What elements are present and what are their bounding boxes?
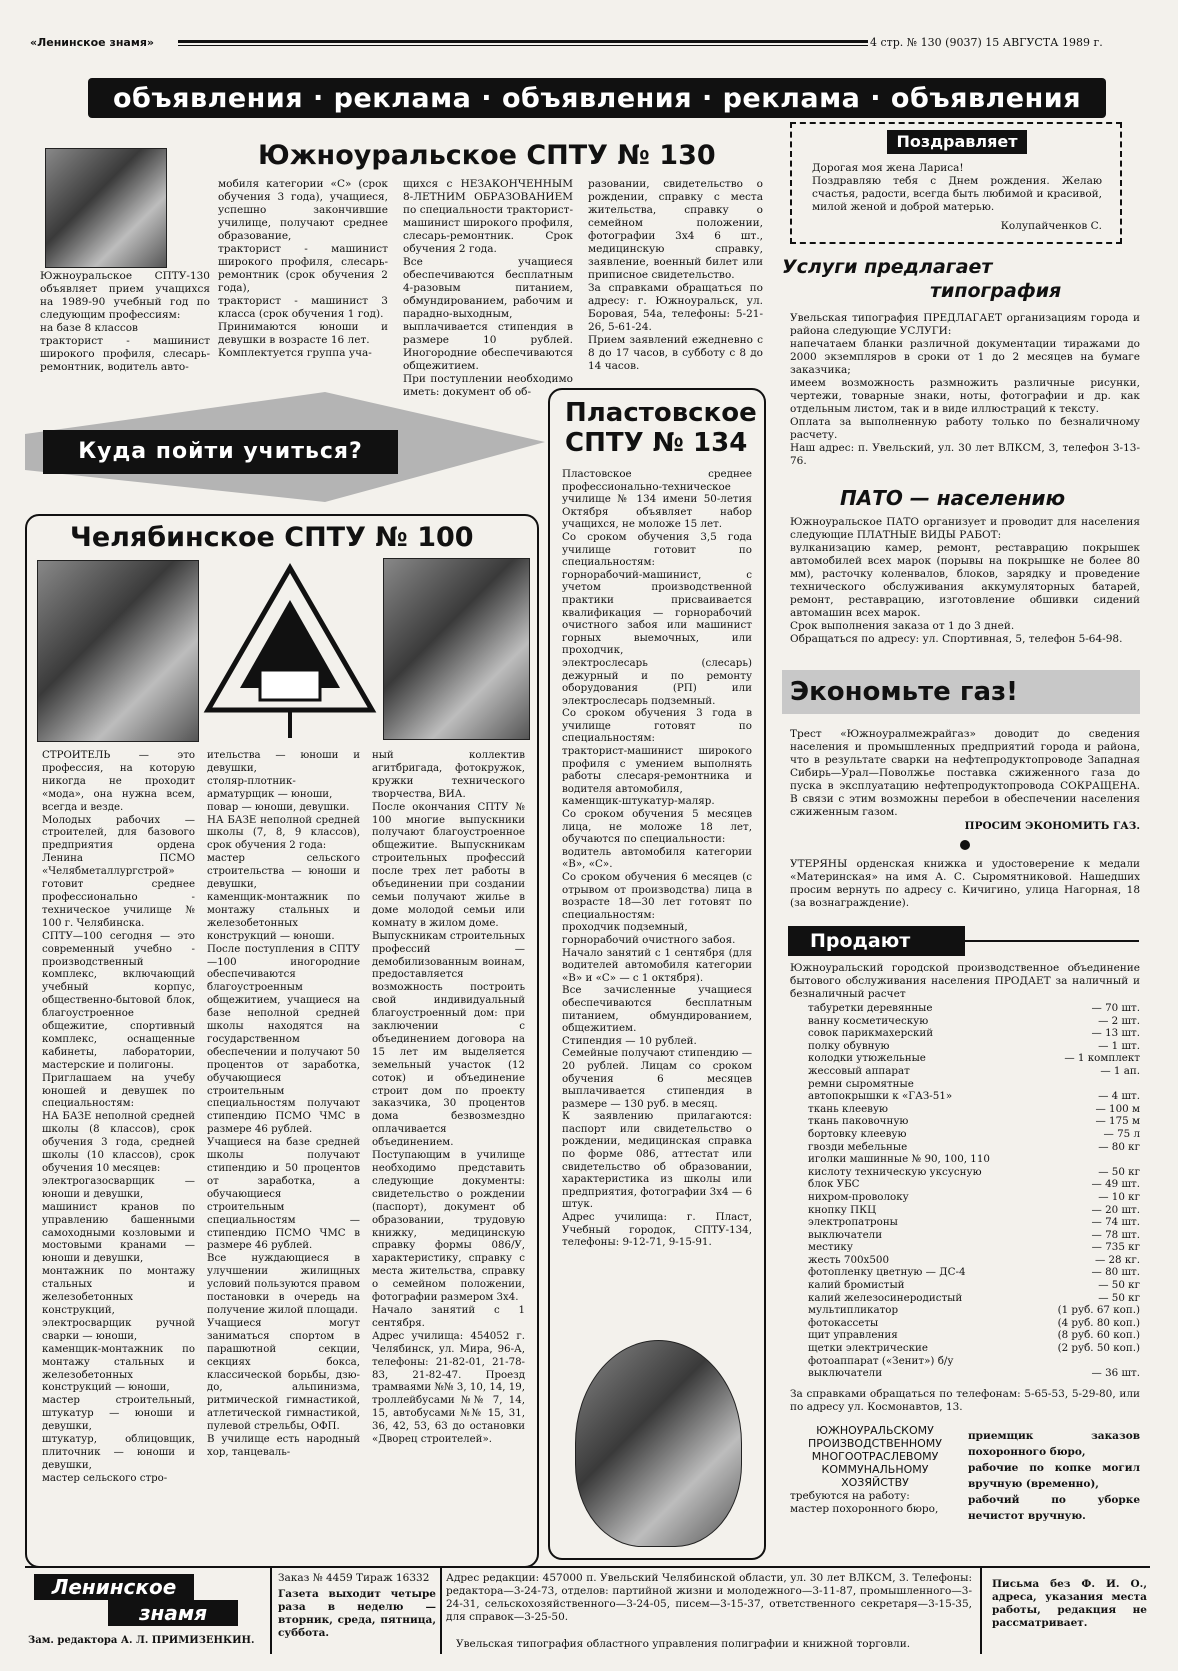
sale-item-qty: — 80 шт. <box>1091 1266 1140 1279</box>
sale-list <box>808 1002 1140 1382</box>
footer-order-box <box>270 1566 442 1654</box>
sale-item-qty: — 13 шт. <box>1091 1027 1140 1040</box>
sale-item-name: ремни сыромятные <box>808 1077 914 1090</box>
sale-item <box>808 1304 1140 1317</box>
spu130-col2: мобиля категории «С» (срок обучения 3 года), учащиеся, успешно закончившие училище, получают среднее образование, тракторист - машинист широкого профиля, слесарь-ремонтник (срок обучения 2 года), тракторист - машинист 3 класса (срок обучения 1 год). Принимаются юноши и девушки в возрасте 16 лет. Комплектуется группа уча- <box>218 178 388 359</box>
sale-item-qty: — 50 кг <box>1098 1279 1140 1292</box>
sale-item <box>808 1166 1140 1179</box>
sale-item <box>808 1090 1140 1103</box>
footer-masthead <box>28 1572 258 1632</box>
footer-printer: Увельская типография областного управления полиграфии и книжной торговли. <box>456 1638 911 1650</box>
spu100-title: Челябинское СПТУ № 100 <box>70 522 474 553</box>
sale-item <box>808 1254 1140 1267</box>
construction-logo <box>200 560 380 740</box>
sale-item-qty: (1 руб. 67 коп.) <box>1057 1304 1140 1317</box>
sale-item-name: ткань паковочную <box>808 1115 909 1128</box>
sale-item <box>808 1128 1140 1141</box>
sale-item-qty: — 175 м <box>1095 1115 1140 1128</box>
ads-banner-text: объявления · реклама · объявления · реклама · объявления <box>112 82 1082 114</box>
spu130-title: Южноуральское СПТУ № 130 <box>258 140 716 171</box>
sale-item <box>808 1178 1140 1191</box>
congrats-title: Поздравляет <box>887 130 1027 154</box>
sale-item-qty: — 1 комплект <box>1064 1052 1140 1065</box>
sale-item <box>808 1191 1140 1204</box>
footer-letters-box <box>980 1566 1152 1654</box>
spu130-col3: щихся с НЕЗАКОНЧЕННЫМ 8-ЛЕТНИМ ОБРАЗОВАНИЕМ по специальности тракторист-машинист широкого профиля, слесарь-ремонтник. Срок обучения 2 года. Все учащиеся обеспечиваются бесплатным 4-разовым питанием, обмундированием, рабочим и парадно-выходным, выплачивается стипендия в размере 10 рублей. Иногородние обеспечиваются общежитием. При поступлении необходимо иметь: документ об об- <box>403 178 573 398</box>
sale-item <box>808 1141 1140 1154</box>
sale-item-qty: (4 руб. 80 коп.) <box>1057 1316 1140 1329</box>
sale-item <box>808 1065 1140 1078</box>
sale-item-qty: — 50 кг <box>1098 1165 1140 1178</box>
sale-item-name: местику <box>808 1241 853 1254</box>
sale-item <box>808 1367 1140 1380</box>
sale-item <box>808 1027 1140 1040</box>
sale-item-name: гвозди мебельные <box>808 1140 908 1153</box>
issue-line: 4 стр. № 130 (9037) 15 АВГУСТА 1989 г. <box>870 36 1103 49</box>
sale-item <box>808 1052 1140 1065</box>
sale-item-qty: — 20 шт. <box>1091 1203 1140 1216</box>
sale-item-qty: — 74 шт. <box>1091 1216 1140 1229</box>
spu130-col4: разовании, свидетельство о рождении, справку с места жительства, справку о семейном положении, фотографии 3х4 6 шт., медицинскую справку, заявление, военный билет или приписное свидетельство. За справками обращаться по адресу: г. Южноуральск, ул. Боровая, 54а, телефоны: 5-21-26, 5-61-24. Прием заявлений ежедневно с 8 до 17 часов, в субботу с 8 до 14 часов. <box>588 178 763 372</box>
spu130-intro: Южноуральское СПТУ-130 объявляет прием учащихся на 1989-90 учебный год по следующим профессиям: на базе 8 классов тракторист - машинист широкого профиля, слесарь-ремонтник, водитель авто- <box>40 270 210 373</box>
pato-title: ПАТО — населению <box>840 486 1066 510</box>
sale-item-qty: — 70 шт. <box>1091 1002 1140 1014</box>
sale-item-name: фотопленку цветную — ДС-4 <box>808 1266 966 1279</box>
worker-portrait-photo <box>383 558 530 740</box>
sale-item-name: калий бромистый <box>808 1279 905 1292</box>
sale-item <box>808 1329 1140 1342</box>
footer-schedule: Газета выходит четыре раза в неделю — вторник, среда, пятница, суббота. <box>278 1588 436 1639</box>
sale-item <box>808 1040 1140 1053</box>
congrats-box <box>790 122 1122 244</box>
sale-item <box>808 1103 1140 1116</box>
sale-item <box>808 1216 1140 1229</box>
jobs-left: требуются на работу: мастер похоронного бюро, <box>790 1490 939 1515</box>
header-rule <box>178 40 868 43</box>
sale-item-name: калий железосинеродистый <box>808 1291 963 1304</box>
sale-item-name: блок УБС <box>808 1178 860 1191</box>
sale-item-name: ванну косметическую <box>808 1014 929 1027</box>
sale-item-name: жесть 700х500 <box>808 1253 890 1266</box>
jobs-org: ЮЖНОУРАЛЬСКОМУ ПРОИЗВОДСТВЕННОМУ МНОГООТРАСЛЕВОМУ КОММУНАЛЬНОМУ ХОЗЯЙСТВУ <box>808 1424 942 1489</box>
sale-item-qty: — 735 кг <box>1091 1241 1140 1254</box>
sale-item-name: фотоаппарат («Зенит») б/у <box>808 1354 954 1367</box>
buildings-photo <box>37 560 199 742</box>
sale-item-name: нихром-проволоку <box>808 1190 909 1203</box>
sale-item <box>808 1241 1140 1254</box>
bullet-dot <box>960 840 970 850</box>
congrats-signature: Колупайченков С. <box>1000 220 1102 232</box>
typography-text: Увельская типография ПРЕДЛАГАЕТ организациям города и района следующие УСЛУГИ: напечатаем бланки различной документации тиражами до 2000 экземпляров в сроки от 1 до 2 месяцев на бумаге заказчика; имеем возможность размножить различные рисунки, чертежи, товарные знаки, ноты, фотографии и др. как отдельным листом, так и в виде иллюстраций к тексту. Оплата за выполненную работу только по безналичному расчету. Наш адрес: п. Увельский, ул. 30 лет ВЛКСМ, 3, телефон 3-13-76. <box>790 312 1140 467</box>
sale-title: Продают <box>788 926 965 956</box>
typography-title-1: Услуги предлагает <box>782 256 993 278</box>
sale-item <box>808 1153 1140 1166</box>
sale-item-qty: — 28 кг. <box>1094 1253 1140 1266</box>
sale-item-qty: — 1 ап. <box>1100 1064 1140 1077</box>
sale-item-name: бортовку клеевую <box>808 1127 907 1140</box>
sale-item-name: жессовый аппарат <box>808 1064 910 1077</box>
sale-item-qty: (2 руб. 50 коп.) <box>1057 1342 1140 1355</box>
gas-title: Экономьте газ! <box>782 670 1140 714</box>
sale-item-qty: — 78 шт. <box>1091 1228 1140 1241</box>
sale-item-name: выключатели <box>808 1367 883 1380</box>
congrats-text: Дорогая моя жена Лариса! Поздравляю тебя с Днем рождения. Желаю счастья, радости, всегда быть любимой и красивой, милой женой и доброй матерью. <box>812 162 1102 213</box>
masthead-line-2: знамя <box>108 1600 238 1626</box>
sale-item-qty: — 80 кг <box>1098 1140 1140 1153</box>
where-study-block <box>25 392 545 512</box>
footer-letters: Письма без Ф. И. О., адреса, указания места работы, редакция не рассматривает. <box>992 1578 1147 1629</box>
sale-item-name: электропатроны <box>808 1216 898 1229</box>
spu134-title-1: Пластовское <box>565 398 757 428</box>
spu100-col2: ительства — юноши и девушки, столяр-плотник-арматурщик — юноши, повар — юноши, девушки. НА БАЗЕ неполной средней школы (7, 8, 9 классов), срок обучения 2 года: мастер сельского строительства — юноши и девушки, каменщик-монтажник по монтажу стальных и железобетонных конструкций — юноши. После поступления в СПТУ—100 иногородние обеспечиваются благоустроенным общежитием, учащиеся на базе неполной средней школы находятся на государственном обеспечении и получают 50 процентов от заработка, обучающиеся строительным специальностям получают стипендию ПСМО ЧМС в размере 46 рублей. Учащиеся на базе средней школы получают стипендию и 50 процентов от заработка, а обучающиеся строительным специальностям — стипендию ПСМО ЧМС в размере 46 рублей. Все нуждающиеся в улучшении жилищных условий пользуются правом постановки в очередь на получение жилой площади. Учащиеся могут заниматься спортом в парашютной секции, секциях бокса, классической борьбы, дзю-до, альпинизма, ритмической гимнастикой, атлетической гимнастикой, пулевой стрельбы, ОФП. В училище есть народный хор, танцеваль- <box>207 750 360 1458</box>
sale-item <box>808 1229 1140 1242</box>
footer-order: Заказ № 4459 Тираж 16332 <box>278 1572 430 1584</box>
sale-rule <box>943 940 1139 942</box>
spu134-text: Пластовское среднее профессионально-техническое училище № 134 имени 50-летия Октября объявляет набор учащихся, не моложе 15 лет. Со сроком обучения 3,5 года училище готовит по специальностям: горнорабочий-машинист, с учетом производственной практики присваивается квалификация — горнорабочий очистного забоя или машинист горных выемочных, или проходчик, электрослесарь (слесарь) дежурный и по ремонту оборудования (РП) или электрослесарь подземный. Со сроком обучения 3 года в училище готовят по специальностям: тракторист-машинист широкого профиля с умением выполнять работы слесаря-ремонтника и водителя автомобиля, каменщик-штукатур-маляр. Со сроком обучения 5 месяцев лица, не моложе 18 лет, обучаются по специальности: водитель автомобиля категории «В», «С». Со сроком обучения 6 месяцев (с отрывом от производства) лица в возрасте 18—30 лет готовят по специальностям: проходчик подземный, горнорабочий очистного забоя. Начало занятий с 1 сентября (для водителей автомобиля категории «В» и «С» — с 1 октября). Все зачисленные учащиеся обеспечиваются бесплатным питанием, обмундированием, общежитием. Стипендия — 10 рублей. Семейные получают стипендию — 20 рублей. Лицам со сроком обучения 6 месяцев выплачивается стипендия в размере — 130 руб. в месяц. К заявлению прилагаются: паспорт или свидетельство о рождении, медицинская справка по форме 086, аттестат или свидетельство об образовании, характеристика из школы или предприятия, фотографии 3х4 — 6 штук. Адрес училища: г. Пласт, Учебный городок, СПТУ-134, телефоны: 9-12-71, 9-15-91. <box>562 468 752 1249</box>
spu100-col1: СТРОИТЕЛЬ — это профессия, на которую никогда не проходит «мода», она нужна всем, всегда и везде. Молодых рабочих — строителей, для базового предприятия ордена Ленина ПСМО «Челябметаллургстрой» готовит среднее профессионально - техническое училище № 100 г. Челябинска. СПТУ—100 сегодня — это современный учебно - производственный комплекс, включающий учебный корпус, общественно-бытовой блок, благоустроенное общежитие, спортивный комплекс, оснащенные кабинеты, лаборатории, мастерские и полигоны. Приглашаем на учебу юношей и девушек по специальностям: НА БАЗЕ неполной средней школы (8 классов), срок обучения 3 года, средней школы (10 классов), срок обучения 10 месяцев: электрогазосварщик — юноши и девушки, машинист кранов по управлению башенными самоходными козловыми и мостовыми кранами — юноши и девушки, монтажник по монтажу стальных и железобетонных конструкций, электросварщик ручной сварки — юноши, каменщик-монтажник по монтажу стальных и железобетонных конструкций — юноши, мастер строительный, штукатур — юноши и девушки, штукатур, облицовщик, плиточник — юноши и девушки, мастер сельского стро- <box>42 750 195 1484</box>
sale-item <box>808 1355 1140 1368</box>
sale-intro: Южноуральский городской производственное объединение бытового обслуживания населения ПРОДАЕТ за наличный и безналичный расчет <box>790 962 1140 1000</box>
sale-item <box>808 1078 1140 1091</box>
sale-item-name: кнопку ПКЦ <box>808 1203 877 1216</box>
sale-item-name: иголки машинные № 90, 100, 110 <box>808 1153 990 1166</box>
sale-item-name: выключатели <box>808 1228 883 1241</box>
spu100-col3: ный коллектив агитбригада, фотокружок, кружки технического творчества, ВИА. После окончания СПТУ № 100 многие выпускники получают благоустроенное общежитие. Выпускникам строительных профессий после трех лет работы в объединении при создании семьи получают жилье в доме молодой семьи или комнату в жилом доме. Выпускникам строительных профессий — демобилизованным воинам, предоставляется возможность построить свой индивидуальный благоустроенный дом: при заключении с объединением договора на 15 лет им выделяется земельный участок (12 соток) и объединение строит дом по проекту заказчика, 30 процентов дома безвозмездно оплачивается объединением. Поступающим в училище необходимо представить следующие документы: свидетельство о рождении (паспорт), документ об образовании, трудовую книжку, медицинскую справку формы 086/У, характеристику, справку с места жительства, справку о семейном положении, фотографии размером 3х4. Начало занятий с 1 сентября. Адрес училища: 454052 г. Челябинск, ул. Мира, 96-А, телефоны: 21-82-01, 21-78-83, 21-82-47. Проезд трамваями №№ 3, 10, 14, 19, троллейбусами №№ 7, 14, 15, автобусами №№ 15, 31, 36, 42, 53, 63 до остановки «Дворец строителей». <box>372 750 525 1446</box>
masthead-short: «Ленинское знамя» <box>30 36 155 49</box>
sale-item-qty: — 4 шт. <box>1098 1090 1140 1103</box>
tractor-photo <box>45 148 167 268</box>
sale-item-qty: — 10 кг <box>1098 1190 1140 1203</box>
sale-item <box>808 1204 1140 1217</box>
sale-item-name: табуретки деревянные <box>808 1002 933 1014</box>
sale-item-qty: — 100 м <box>1095 1102 1140 1115</box>
sale-item-qty: — 1 шт. <box>1098 1039 1140 1052</box>
sale-item-name: фотокассеты <box>808 1316 879 1329</box>
sale-item-name: щит управления <box>808 1329 898 1342</box>
sale-item-qty: — 49 шт. <box>1091 1178 1140 1191</box>
sale-item <box>808 1266 1140 1279</box>
sale-item <box>808 1115 1140 1128</box>
sale-item-qty: — 2 шт. <box>1098 1014 1140 1027</box>
footer-editor: Зам. редактора А. Л. ПРИМИЗЕНКИН. <box>28 1635 255 1646</box>
sale-item-qty: — 75 л <box>1103 1127 1140 1140</box>
spu134-title-2: СПТУ № 134 <box>565 428 748 458</box>
sale-item-name: щетки электрические <box>808 1342 928 1355</box>
jobs-right: приемщик заказов похоронного бюро, рабочие по копке могил вручную (временно), рабочий по уборке нечистот вручную. <box>968 1430 1140 1522</box>
typography-title-2: типография <box>930 280 1062 302</box>
sale-item <box>808 1292 1140 1305</box>
sale-item-qty: — 50 кг <box>1098 1291 1140 1304</box>
sale-item <box>808 1279 1140 1292</box>
where-study-title: Куда пойти учиться? <box>43 430 398 474</box>
sale-item-name: совок парикмахерский <box>808 1027 934 1040</box>
sale-item <box>808 1342 1140 1355</box>
sale-item-qty: — 36 шт. <box>1091 1367 1140 1380</box>
sale-contact: За справками обращаться по телефонам: 5-65-53, 5-29-80, или по адресу ул. Космонавтов, 13. <box>790 1388 1140 1413</box>
sale-item-name: кислоту техническую уксусную <box>808 1165 982 1178</box>
sale-item-name: колодки утюжельные <box>808 1052 926 1065</box>
ads-banner <box>88 78 1106 118</box>
lost-text: УТЕРЯНЫ орденская книжка и удостоверение к медали «Материнская» на имя А. С. Сыромятниковой. Нашедших просим вернуть по адресу с. Кичигино, улица Нагорная, 18 (за вознаграждение). <box>790 858 1140 909</box>
sale-item <box>808 1002 1140 1015</box>
header-rule-thin <box>178 45 868 46</box>
footer-address: Адрес редакции: 457000 п. Увельский Челябинской области, ул. 30 лет ВЛКСМ, 3. Телефоны: редактора—3-24-73, отделов: партийной жизни и молодежного—3-11-87, промышленного—3-24-31, сельскохозяйственного—3-24-05, писем—3-15-37, ответственного секретаря—3-15-35, для справок—3-25-50. <box>446 1572 972 1623</box>
sale-item-name: ткань клеевую <box>808 1102 888 1115</box>
sale-item-name: полку обувную <box>808 1039 890 1052</box>
sale-item-qty: (8 руб. 60 коп.) <box>1057 1329 1140 1342</box>
sale-item <box>808 1015 1140 1028</box>
sale-item <box>808 1317 1140 1330</box>
pato-text: Южноуральское ПАТО организует и проводит для населения следующие ПЛАТНЫЕ ВИДЫ РАБОТ: вулканизацию камер, ремонт, реставрацию покрышек автомобилей всех марок (порывы на покрышке не более 80 мм), расточку коленвалов, блоков, зарядку и проведение технического обслуживания аккумуляторных батарей, ремонт, реставрацию, изготовление обшивки сидений автомашин всех марок. Срок выполнения заказа от 1 до 3 дней. Обращаться по адресу: ул. Спортивная, 5, телефон 5-64-98. <box>790 516 1140 645</box>
miner-photo <box>575 1340 742 1547</box>
sale-item-name: автопокрышки к «ГАЗ-51» <box>808 1090 953 1103</box>
gas-text: Трест «Южноуралмежрайгаз» доводит до сведения населения и промышленных предприятий города и района, что в результате сварки на нефтепродуктопроводе Западная Сибирь—Урал—Поволжье поставка сжиженного газа до пуска в эксплуатацию нефтепродуктопровода СОКРАЩЕНА. В связи с этим возможны перебои в обеспечении населения сжиженным газом. <box>790 728 1140 818</box>
gas-closing: ПРОСИМ ЭКОНОМИТЬ ГАЗ. <box>964 820 1140 832</box>
masthead-line-1: Ленинское <box>34 1574 194 1600</box>
sale-item-name: мультипликатор <box>808 1304 899 1317</box>
